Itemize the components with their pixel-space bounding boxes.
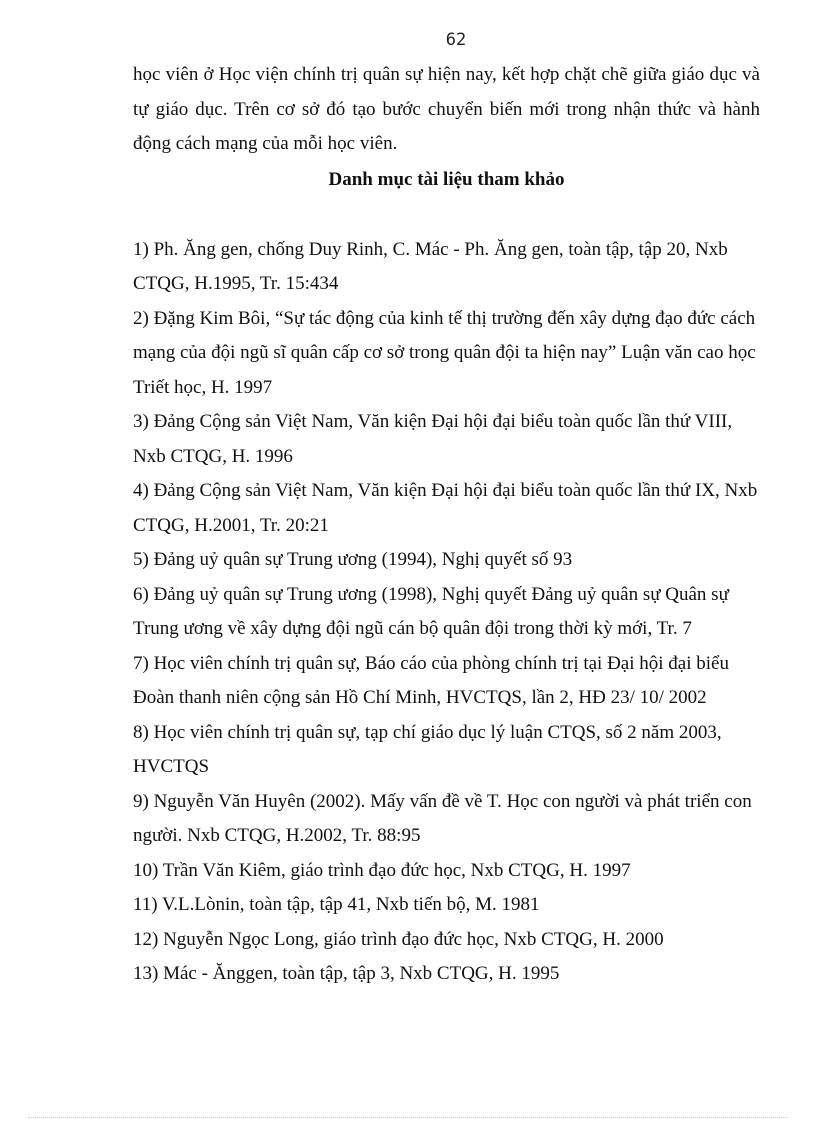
reference-item: 7) Học viên chính trị quân sự, Báo cáo của phòng chính trị tại Đại hội đại biểu Đoàn thanh niên cộng sản Hồ Chí Minh, HVCTQS, lần 2, HĐ 23/ 10/ 2002 (133, 652, 729, 708)
document-body (133, 58, 760, 992)
reference-item: 13) Mác - Ănggen, toàn tập, tập 3, Nxb CTQG, H. 1995 (133, 963, 560, 984)
references-heading: Danh mục tài liệu tham khảo (328, 168, 565, 190)
page-number: 62 (445, 30, 467, 50)
reference-item: 10) Trần Văn Kiêm, giáo trình đạo đức học, Nxb CTQG, H. 1997 (133, 859, 631, 881)
reference-item: 8) Học viên chính trị quân sự, tạp chí giáo dục lý luận CTQS, số 2 năm 2003, HVCTQS (133, 721, 722, 777)
intro-paragraph: học viên ở Học viện chính trị quân sự hiện nay, kết hợp chặt chẽ giữa giáo dục và tự giáo dục. Trên cơ sở đó tạo bước chuyển biến mới trong nhận thức và hành động cách mạng của mỗi học viên. (133, 64, 760, 154)
reference-item: 12) Nguyễn Ngọc Long, giáo trình đạo đức học, Nxb CTQG, H. 2000 (133, 928, 664, 950)
reference-item: 11) V.L.Lònin, toàn tập, tập 41, Nxb tiến bộ, M. 1981 (133, 894, 540, 915)
reference-item: 5) Đảng uỷ quân sự Trung ương (1994), Nghị quyết số 93 (133, 549, 573, 570)
page-bottom-divider (28, 1117, 788, 1118)
reference-item: 9) Nguyễn Văn Huyên (2002). Mấy vấn đề về T. Học con người và phát triển con người. Nxb CTQG, H.2002, Tr. 88:95 (133, 790, 752, 846)
reference-item: 3) Đảng Cộng sản Việt Nam, Văn kiện Đại hội đại biểu toàn quốc lần thứ VIII, Nxb CTQG, H. 1996 (133, 411, 733, 467)
reference-item: 6) Đảng uỷ quân sự Trung ương (1998), Nghị quyết Đảng uỷ quân sự Quân sự Trung ương về xây dựng đội ngũ cán bộ quân đội trong thời kỳ mới, Tr. 7 (133, 583, 729, 639)
references-list (133, 233, 760, 992)
reference-item: 4) Đảng Cộng sản Việt Nam, Văn kiện Đại hội đại biểu toàn quốc lần thứ IX, Nxb CTQG, H.2001, Tr. 20:21 (133, 480, 758, 536)
reference-item: 1) Ph. Ăng gen, chống Duy Rinh, C. Mác - Ph. Ăng gen, toàn tập, tập 20, Nxb CTQG, H.1995, Tr. 15:434 (133, 238, 728, 294)
reference-item: 2) Đặng Kim Bôi, “Sự tác động của kinh tế thị trường đến xây dựng đạo đức cách mạng của đội ngũ sĩ quân cấp cơ sở trong quân đội ta hiện nay” Luận văn cao học Triết học, H. 1997 (133, 307, 756, 398)
